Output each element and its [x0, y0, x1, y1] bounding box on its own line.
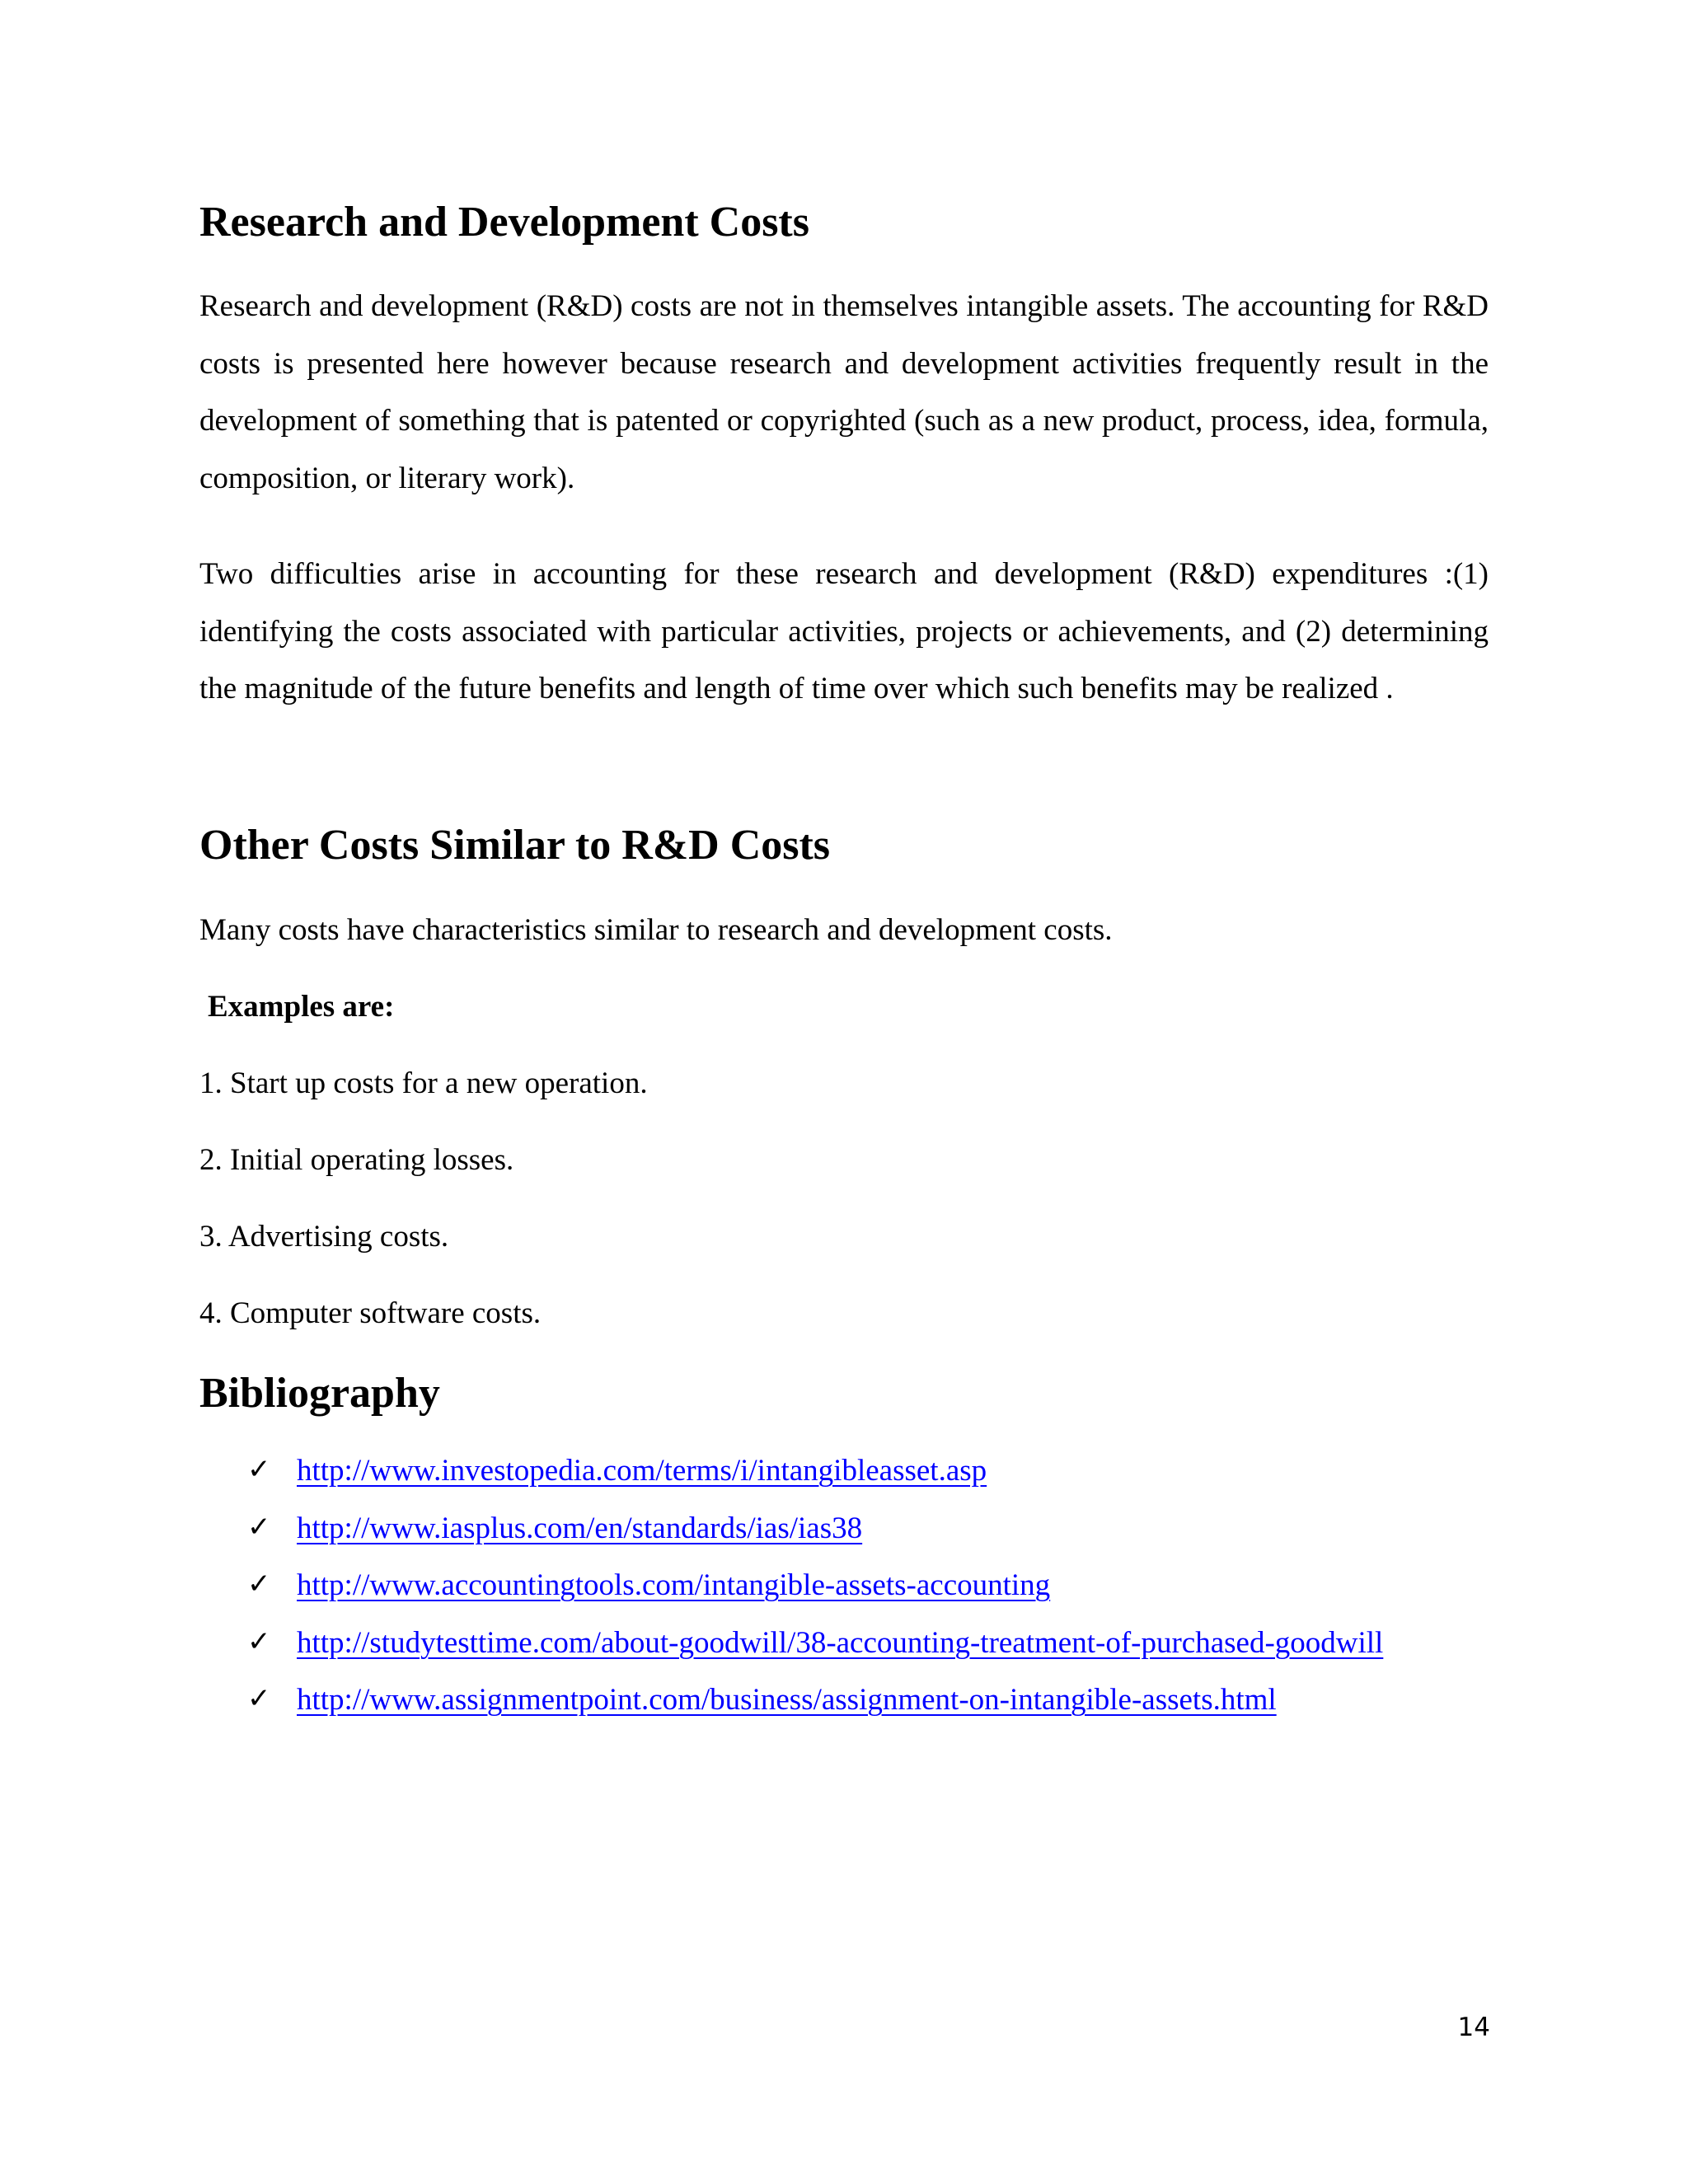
- checkmark-icon: ✓: [247, 1682, 271, 1715]
- bibliography-link-accountingtools[interactable]: http://www.accountingtools.com/intangible-assets-accounting: [297, 1568, 1051, 1602]
- example-item-1: 1. Start up costs for a new operation.: [199, 1066, 648, 1100]
- other-costs-heading: Other Costs Similar to R&D Costs: [199, 822, 831, 869]
- bibliography-item: [247, 1624, 1384, 1685]
- bibliography-list: [247, 1455, 1383, 1742]
- example-item-2: 2. Initial operating losses.: [199, 1143, 514, 1177]
- rd-paragraph-2: Two difficulties arise in accounting for these research and development (R&D) expenditures :(1) identifying the costs associated with particular activities, projects or achievements, and (2) determining the magnitude of the future benefits and length of time over which such benefits may be realized .: [199, 557, 1489, 705]
- bibliography-link-investopedia[interactable]: http://www.investopedia.com/terms/i/intangibleasset.asp: [297, 1454, 987, 1488]
- rd-heading: Research and Development Costs: [199, 199, 809, 246]
- bibliography-item: [247, 1455, 1383, 1513]
- checkmark-icon: ✓: [247, 1568, 271, 1601]
- rd-paragraph-1: Research and development (R&D) costs are not in themselves intangible assets. The accounting for R&D costs is presented here however because research and development activities frequently result in the development of something that is patented or copyrighted (such as a new product, process, idea, formula, composition, or literary work).: [199, 289, 1489, 495]
- checkmark-icon: ✓: [247, 1510, 271, 1544]
- checkmark-icon: ✓: [247, 1624, 271, 1658]
- example-item-3: 3. Advertising costs.: [199, 1220, 449, 1254]
- bibliography-item: [247, 1570, 1383, 1628]
- checkmark-icon: ✓: [247, 1453, 271, 1486]
- bibliography-heading: Bibliography: [199, 1370, 440, 1417]
- bibliography-item: [247, 1510, 1383, 1571]
- examples-label: Examples are:: [208, 990, 395, 1024]
- bibliography-item: [247, 1682, 1383, 1742]
- bibliography-link-assignmentpoint[interactable]: http://www.assignmentpoint.com/business/assignment-on-intangible-assets.html: [297, 1683, 1277, 1717]
- example-item-4: 4. Computer software costs.: [199, 1296, 542, 1330]
- bibliography-link-iasplus[interactable]: http://www.iasplus.com/en/standards/ias/ias38: [297, 1511, 863, 1545]
- bibliography-link-studytesttime[interactable]: http://studytesttime.com/about-goodwill/38-accounting-treatment-of-purchased-goodwill: [297, 1625, 1384, 1660]
- page-number: 14: [1457, 2013, 1490, 2042]
- other-costs-intro: Many costs have characteristics similar to research and development costs.: [199, 913, 1113, 947]
